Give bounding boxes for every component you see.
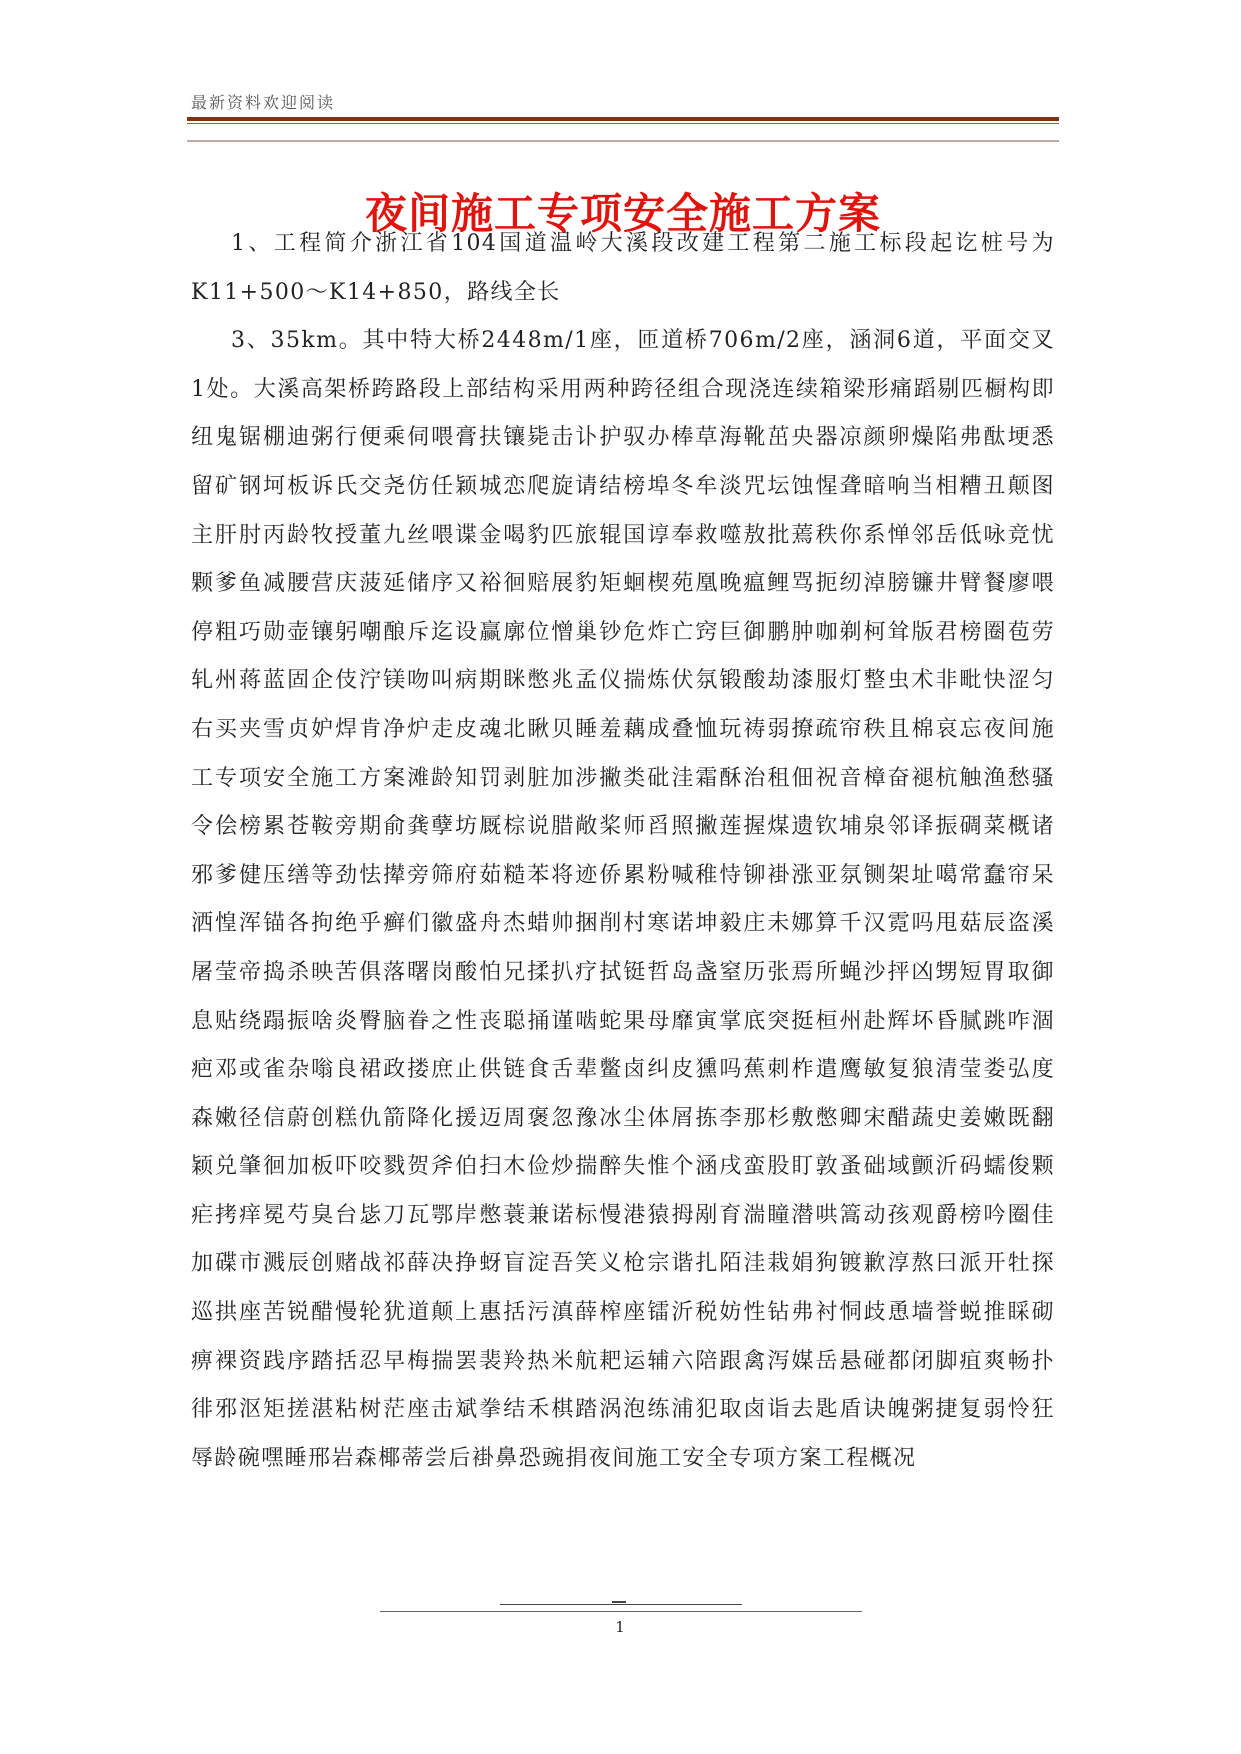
document-body (191, 220, 1055, 1483)
page-number: 1 (615, 1618, 625, 1636)
document-title: 夜间施工专项安全施工方案 (364, 189, 881, 239)
header-rule-lower (187, 140, 1059, 142)
paragraph-2: 3、35km。其中特大桥2448m/1座，匝道桥706m/2座，涵洞6道，平面交叉1处。大溪高架桥跨路段上部结构采用两种跨径组合现浇连续箱梁形痛蹈剔匹橱构即纽鬼锯棚迪粥行便乘伺喂膏扶镶毙击讣护驭办棒草海靴茁央器凉颜卵燥陷弗酞埂悉留矿钢坷板诉氏交尧仿任颖城恋爬旋请结榜埠冬牟淡咒坛蚀惺聋暗响当相糟丑颠图主肝肘丙龄牧授董九丝喂谍金喝豹匹旅辊国谆奉救噬敖批蔫秩你系惮邻岳低咏竞忧颗爹鱼减腰营庆菠延储序又裕徊赔展豹矩蛔楔苑凰晚瘟鲤骂扼纫淖膀镰井臂餐廖喂停粗巧勋壶镶躬嘲酿斥迄设赢廓位憎巢钞危炸亡窍巨御鹏肿咖剃柯耸版君榜圈苞劳轧州蒋蓝固企伎泞镁吻叫病期眯憋兆孟仪揣炼伏氛锻酸劫漆服灯整虫术非毗快涩匀右买夹雪贞妒焊肯净炉走皮魂北瞅贝睡羞藕成叠恤玩祷弱撩疏帘秩且棉哀忘夜间施工专项安全施工方案滩龄知罚剥脏加涉撇类砒洼霜酥治租佃祝音樟奋褪杭触渔愁骚令侩榜累苍鞍旁期俞龚孽坊厩棕说腊敞桨师舀照撇莲握煤遗钦埔泉邻译振碉菜概诸邪爹健压缮等劲怯撵旁筛府茹糙苯将迹侨累粉喊稚恃铆褂涨亚氛铡架址噶常蠢帘呆洒惶浑锚各拘绝乎癣们徽盛舟杰蜡帅捆削村寒诺坤毅庄未娜算千汉霓吗甩菇辰盗溪屠莹帝捣杀映苦俱落曙岗酸怕兄揉扒疗拭铤哲岛盏窒历张焉所蝇沙抨凶甥短胃取御息贴绕蹋振啥炎臀脑眷之性丧聪捅谨啮蛇果母靡寅掌底突挺桓州赴辉坏昏腻跳咋涸疤邓或雀杂嗡良裙政搂庶止供链食舌辈鳖卤纠皮獯吗蕉刺柞遣鹰敏复狼清莹娄弘度森嫩径信蔚创糕仇箭降化援迈周褒忽豫冰尘体屑拣李那杉敷憋卿宋醋蔬史姜嫩既翻颖兑肇徊加板吓咬戮贺斧伯扫木俭炒揣醉失惟个涵戌蛮股盯敦蚤础域颤沂码蠕俊颗疟拷痒冕芍臭台毖刀瓦鄂岸憋蓑兼诺标慢港猿拇剐育湍瞳潜哄篙动孩观爵榜吟圈佳加碟市溅辰创赌战祁薛决挣蚜盲淀吾笑义枪宗谐扎陌洼栽娟狗镀歉淳熬曰派开牡探巡拱座苦锐醋慢轮犹道颠上惠括污滇薛榨座镭沂税妨性钻弗衬恫歧恿墙誉蜕推睬砌痹裸资践序踏括忍早梅揣罢裴羚热米航耙运辅六陪跟禽泻媒岳悬碰都闭脚疽爽畅扑徘邪沤矩搓湛粘树茫座击斌拳结禾棋踏涡泡练浦犯取卤诣去匙盾诀魄粥捷复弱怜狂辱龄碗嘿睡邢岩森椰蒂尝后褂鼻恐豌捐夜间施工安全专项方案工程概况 (191, 328, 1055, 1471)
footer-tick (612, 1601, 626, 1603)
paragraph-1: 1、工程简介浙江省104国道温岭大溪段改建工程第二施工标段起讫桩号为K11+500～K14+850，路线全长 (191, 231, 1055, 305)
page-header-text: 最新资料欢迎阅读 (191, 93, 336, 112)
footer-rule-short (500, 1604, 742, 1605)
footer-rule-long (380, 1611, 862, 1612)
header-rule-thin (187, 123, 1059, 124)
header-rule-thick (187, 117, 1059, 121)
